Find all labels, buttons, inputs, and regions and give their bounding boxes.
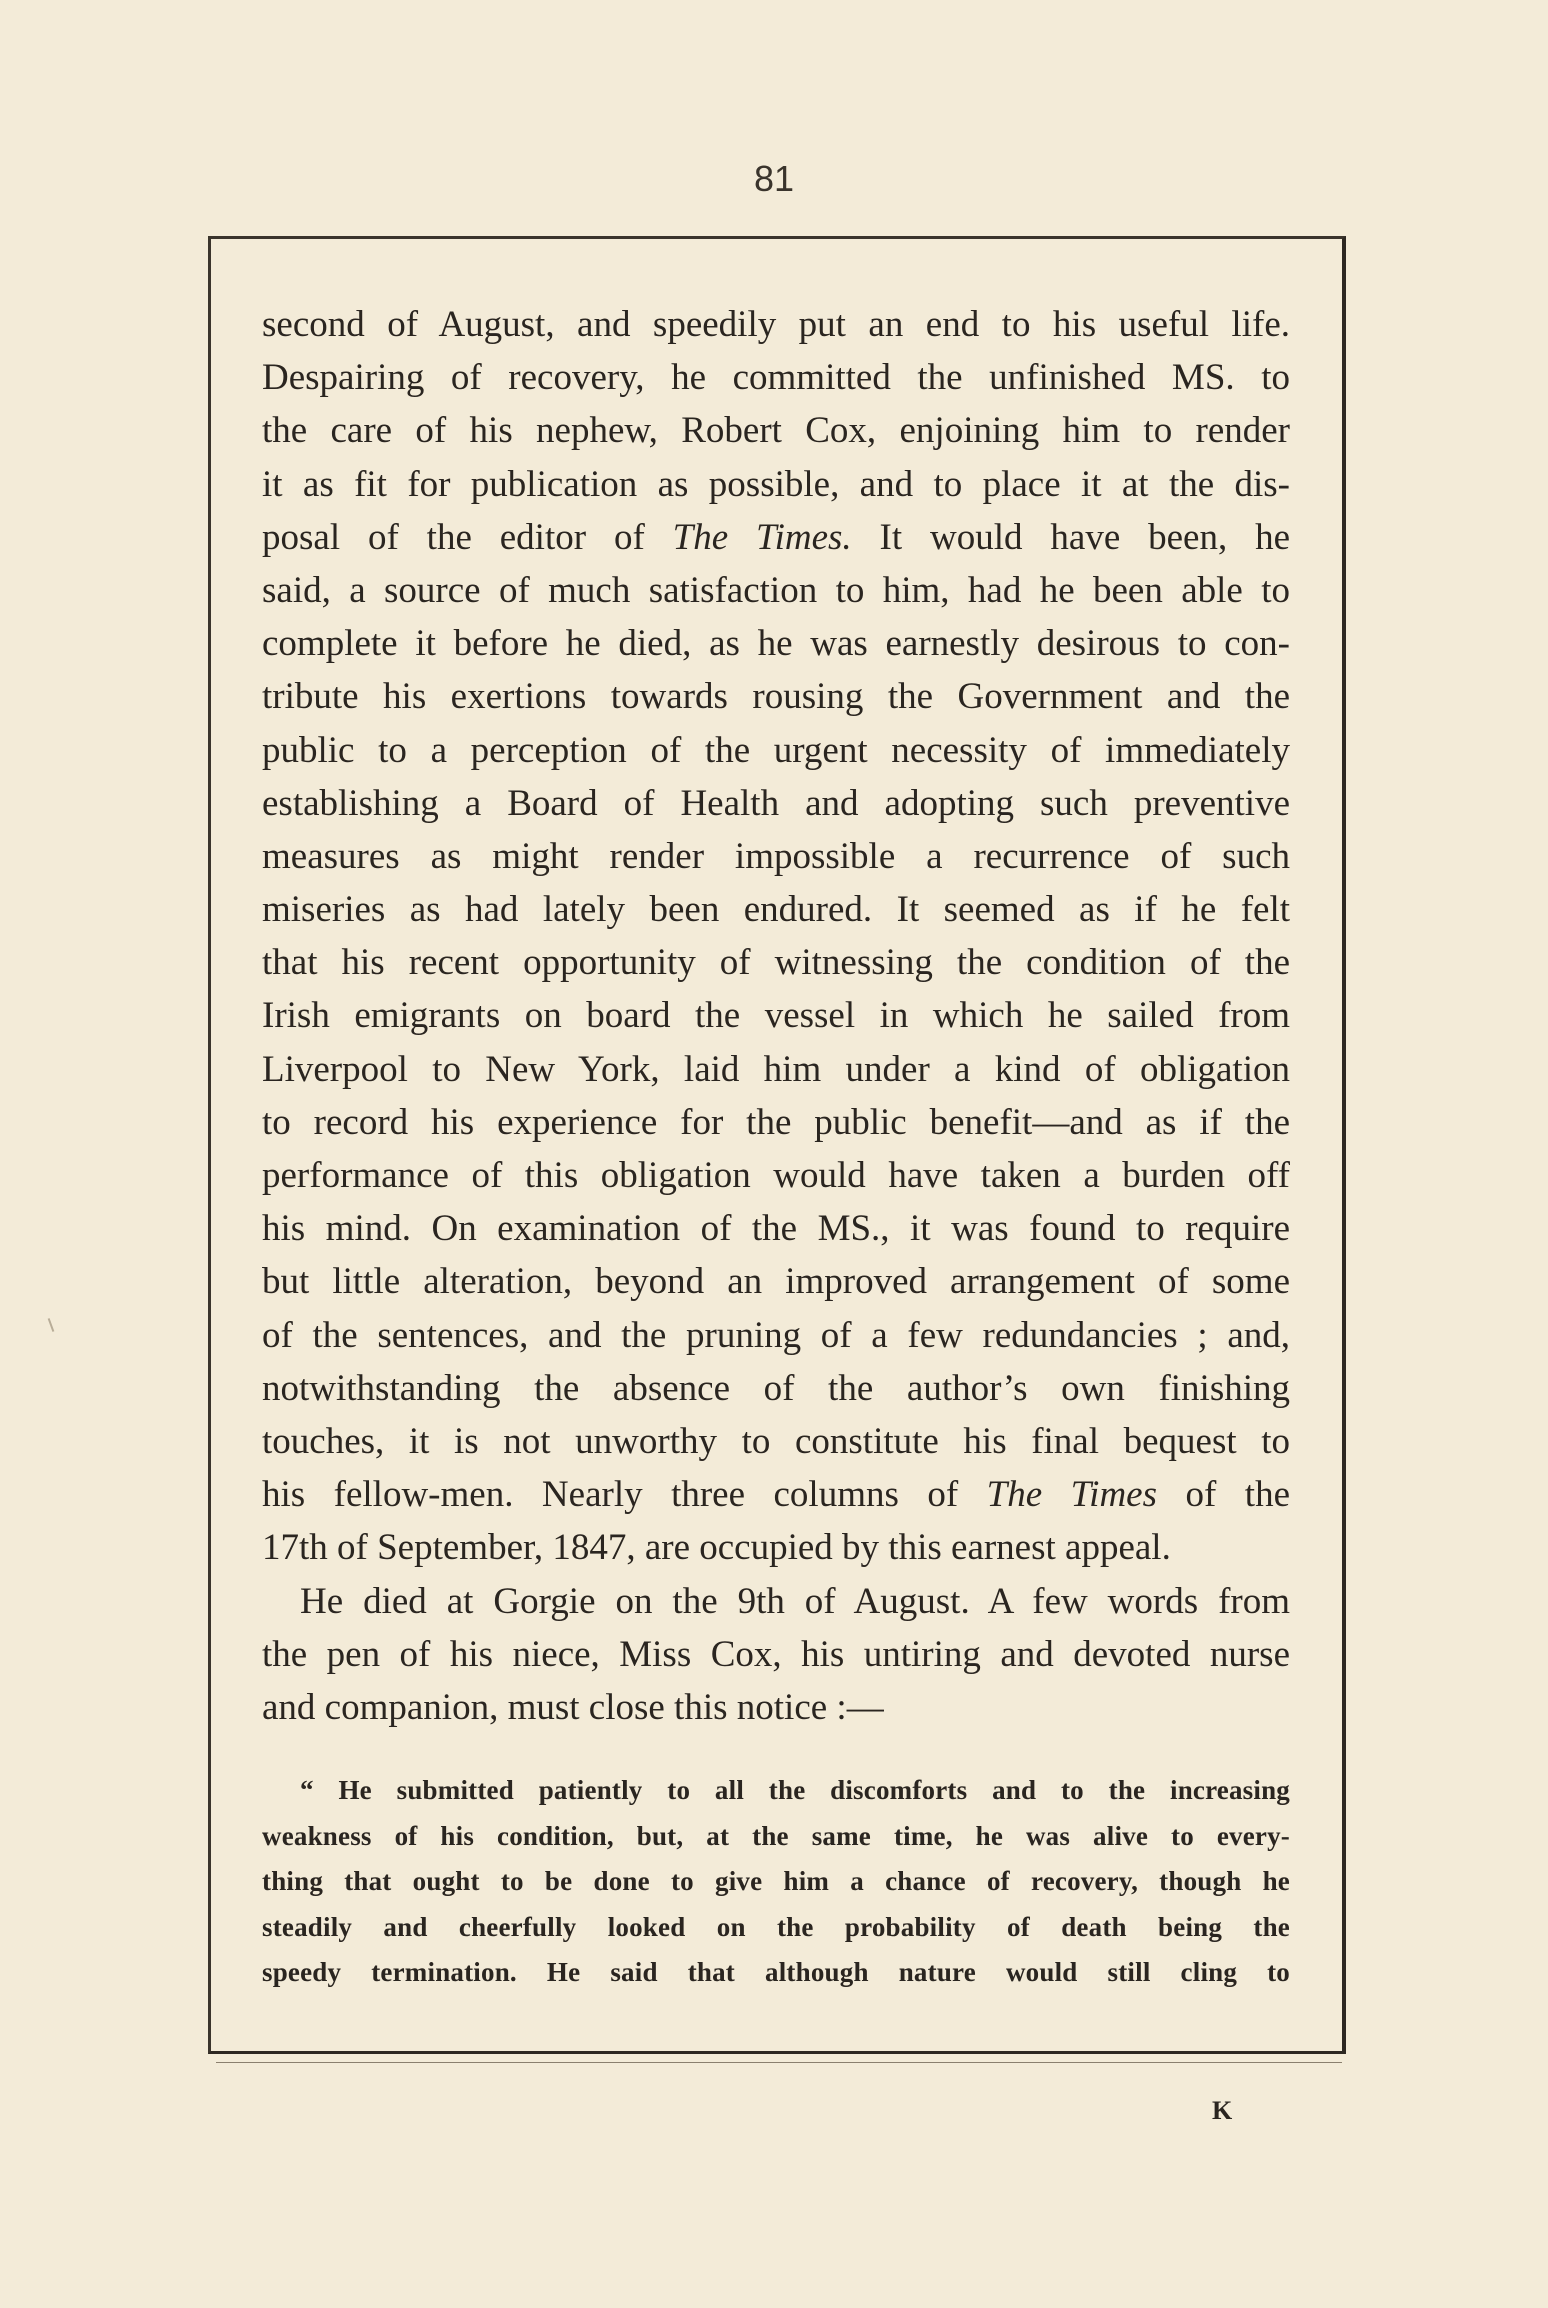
text-line: the pen of his niece, Miss Cox, his untiring and devoted nurse <box>262 1633 1290 1675</box>
italic-title: The Times <box>986 1474 1158 1516</box>
text-fragment: his fellow-men. Nearly three columns of <box>262 1474 987 1516</box>
text-line: 17th of September, 1847, are occupied by this earnest appeal. <box>262 1527 1171 1569</box>
text-line: miseries as had lately been endured. It seemed as if he felt <box>262 889 1290 931</box>
paragraph-start-line: He died at Gorgie on the 9th of August. A few words from <box>300 1580 1290 1622</box>
text-line: his mind. On examination of the MS., it was found to require <box>262 1208 1290 1250</box>
text-line: to record his experience for the public benefit—and as if the <box>262 1101 1290 1143</box>
quote-line: speedy termination. He said that although nature would still cling to <box>262 1957 1290 1987</box>
text-line: tribute his exertions towards rousing the Government and the <box>262 676 1290 718</box>
text-fragment: posal of the editor of <box>262 516 673 558</box>
quote-line: “ He submitted patiently to all the discomforts and to the increasing <box>300 1775 1290 1805</box>
text-line: that his recent opportunity of witnessing the condition of the <box>262 942 1290 984</box>
main-text <box>262 298 1290 1734</box>
text-line: notwithstanding the absence of the author’s own finishing <box>262 1367 1290 1409</box>
margin-mark <box>48 1318 55 1332</box>
quotation <box>262 1768 1290 1996</box>
text-line: establishing a Board of Health and adopting such preventive <box>262 782 1290 824</box>
text-line: Liverpool to New York, laid him under a kind of obligation <box>262 1048 1290 1090</box>
text-line <box>262 511 1290 564</box>
frame-underline <box>216 2062 1342 2063</box>
text-line: and companion, must close this notice :— <box>262 1686 884 1728</box>
text-line <box>262 1468 1290 1521</box>
text-line: public to a perception of the urgent necessity of immediately <box>262 729 1290 771</box>
text-fragment: It would have been, he <box>851 516 1291 558</box>
text-line: second of August, and speedily put an end to his useful life. <box>262 304 1290 345</box>
quote-line: weakness of his condition, but, at the same time, he was alive to every- <box>262 1820 1290 1851</box>
text-line: of the sentences, and the pruning of a few redundancies ; and, <box>262 1314 1290 1356</box>
text-fragment: of the <box>1157 1474 1290 1516</box>
text-line: the care of his nephew, Robert Cox, enjoining him to render <box>262 410 1290 452</box>
page-number: 81 <box>753 158 795 199</box>
signature-mark: K <box>1212 2096 1233 2125</box>
text-line: Despairing of recovery, he committed the unfinished MS. to <box>262 357 1290 399</box>
text-line: Irish emigrants on board the vessel in which he sailed from <box>262 995 1290 1037</box>
text-line: measures as might render impossible a recurrence of such <box>262 835 1290 877</box>
text-line: said, a source of much satisfaction to him, had he been able to <box>262 569 1290 611</box>
quote-line: thing that ought to be done to give him a chance of recovery, though he <box>262 1866 1290 1896</box>
quote-line: steadily and cheerfully looked on the probability of death being the <box>262 1911 1290 1942</box>
text-line: but little alteration, beyond an improved arrangement of some <box>262 1261 1290 1303</box>
text-line: it as fit for publication as possible, and to place it at the dis- <box>262 463 1290 505</box>
italic-title: The Times. <box>672 516 852 558</box>
text-line: performance of this obligation would have taken a burden off <box>262 1155 1290 1196</box>
text-line: complete it before he died, as he was earnestly desirous to con- <box>262 623 1290 665</box>
text-line: touches, it is not unworthy to constitute his final bequest to <box>262 1420 1290 1462</box>
